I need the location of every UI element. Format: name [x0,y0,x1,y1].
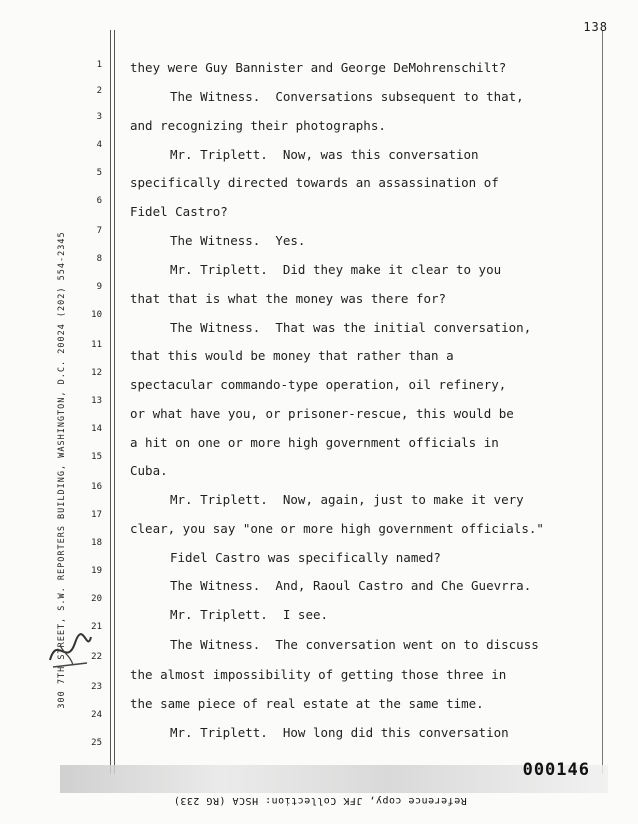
transcript-line: The Witness. That was the initial conversation, [170,320,532,335]
line-number: 10 [91,310,102,320]
line-number: 18 [91,538,102,548]
line-number: 19 [91,566,102,576]
transcript-line: Fidel Castro? [130,204,228,219]
transcript-line: a hit on one or more high government officials in [130,435,499,450]
transcript-line: Mr. Triplett. Now, again, just to make it very [170,492,524,507]
line-number: 22 [91,652,102,662]
transcript-line: Mr. Triplett. Now, was this conversation [170,147,479,162]
line-number-column [80,0,102,800]
line-number: 9 [96,282,102,292]
line-number: 1 [96,60,102,70]
transcript-line: that this would be money that rather than a [130,348,454,363]
line-number: 14 [91,424,102,434]
line-number: 25 [91,738,102,748]
transcript-line: and recognizing their photographs. [130,118,386,133]
reporter-address: 300 7TH STREET, S.W. REPORTERS BUILDING, WASHINGTON, D.C. 20024 (202) 554-2345 [57,231,67,709]
line-number: 3 [96,112,102,122]
line-number: 2 [96,86,102,96]
line-number: 12 [91,368,102,378]
transcript-line: The Witness. And, Raoul Castro and Che Guevrra. [170,578,532,593]
transcript-line: Fidel Castro was specifically named? [170,550,441,565]
transcript-line: The Witness. The conversation went on to discuss [170,637,539,652]
line-number: 11 [91,340,102,350]
line-number: 7 [96,226,102,236]
line-number: 15 [91,452,102,462]
transcript-line: the same piece of real estate at the same time. [130,696,484,711]
line-number: 4 [96,140,102,150]
transcript-line: they were Guy Bannister and George DeMohrenschilt? [130,60,507,75]
line-number: 13 [91,396,102,406]
transcript-line: that that is what the money was there for? [130,291,447,306]
line-number: 24 [91,710,102,720]
transcript-line: The Witness. Yes. [170,233,306,248]
transcript-line: specifically directed towards an assassination of [130,175,499,190]
line-number: 16 [91,482,102,492]
transcript-line: or what have you, or prisoner-rescue, this would be [130,406,514,421]
reference-copy-label: Reference copy, JFK Collection: HSCA (RG 233) [173,795,467,806]
transcript-line: Mr. Triplett. I see. [170,607,329,622]
document-id: 000146 [522,760,590,780]
transcript-line: the almost impossibility of getting those three in [130,667,507,682]
line-number: 21 [91,622,102,632]
line-number: 23 [91,682,102,692]
line-number: 5 [96,168,102,178]
line-number: 6 [96,196,102,206]
transcript-line: clear, you say "one or more high government officials." [130,521,544,536]
line-number: 20 [91,594,102,604]
transcript-line: Cuba. [130,463,168,478]
page-number: 138 [583,20,608,34]
line-number: 17 [91,510,102,520]
transcript-line: The Witness. Conversations subsequent to that, [170,89,524,104]
right-margin-rule [602,30,603,774]
transcript-line: Mr. Triplett. Did they make it clear to you [170,262,502,277]
transcript-line: spectacular commando-type operation, oil refinery, [130,377,507,392]
left-margin-rule [110,30,111,774]
handwritten-mark-icon [45,625,95,675]
transcript-line: Mr. Triplett. How long did this conversation [170,725,509,740]
left-margin-rule-inner [114,30,115,774]
line-number: 8 [96,254,102,264]
